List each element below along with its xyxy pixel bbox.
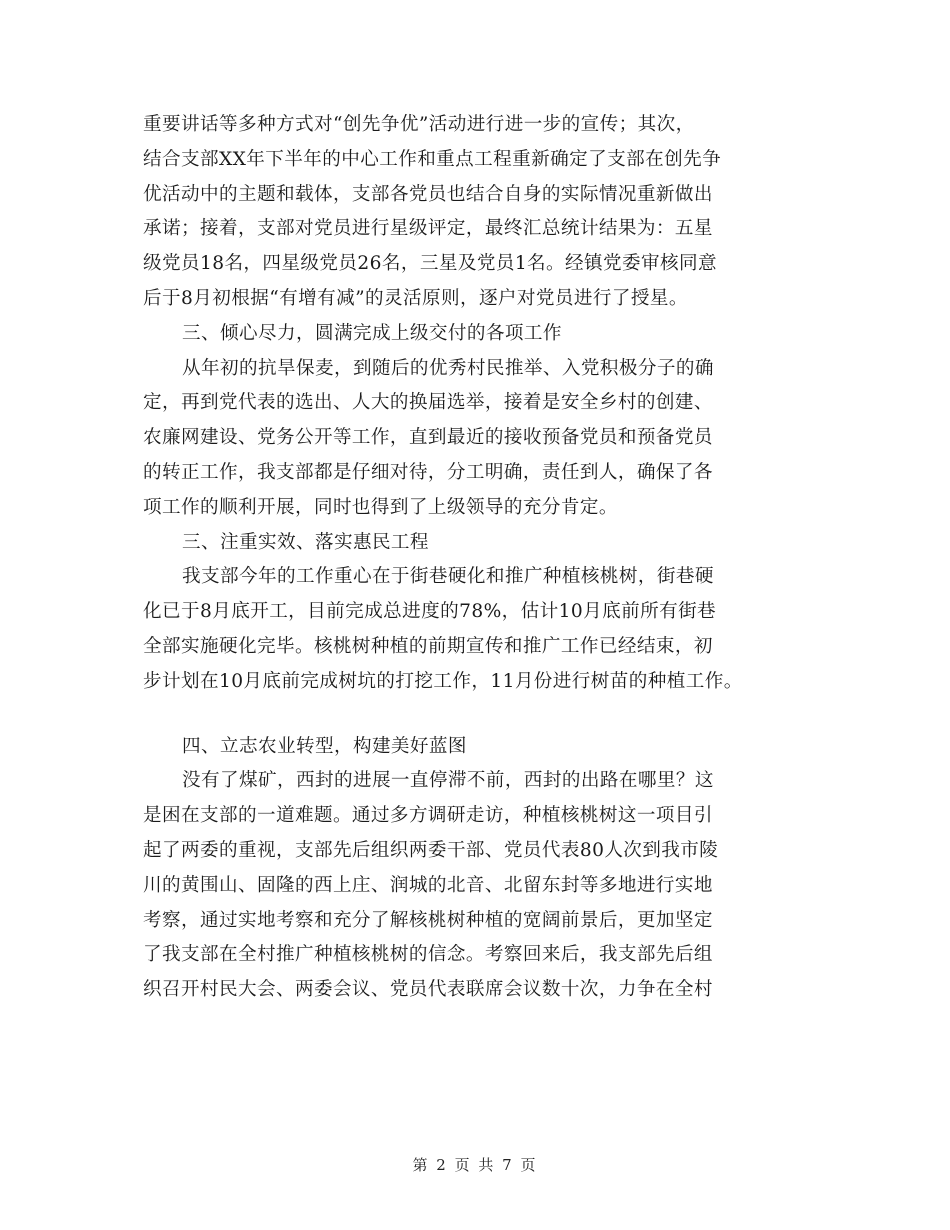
section-heading: 四、立志农业转型，构建美好蓝图 — [182, 735, 467, 757]
text-line: 重要讲话等多种方式对“创先争优”活动进行进一步的宣传；其次， — [143, 114, 695, 135]
text-line: 定，再到党代表的选出、人大的换届选举，接着是安全乡村的创建、 — [143, 392, 713, 414]
text-line: 织召开村民大会、两委会议、党员代表联席会议数十次，力争在全村 — [143, 979, 713, 1001]
text-line: 级党员18名，四星级党员26名，三星及党员1名。经镇党委审核同意 — [143, 253, 717, 275]
text-line: 化已于8月底开工，目前完成总进度的78%，估计10月底前所有街巷 — [143, 601, 717, 623]
text-line: 农廉网建设、党务公开等工作，直到最近的接收预备党员和预备党员 — [143, 427, 713, 449]
text-line: 优活动中的主题和载体，支部各党员也结合自身的实际情况重新做出 — [143, 183, 713, 205]
text-line: 后于8月初根据“有增有减”的灵活原则，逐户对党员进行了授星。 — [143, 287, 688, 309]
paragraph-gap — [143, 700, 823, 730]
paragraph-start-line: 没有了煤矿，西封的进展一直停滞不前，西封的出路在哪里？这 — [182, 770, 714, 792]
text-line: 考察，通过实地考察和充分了解核桃树种植的宽阔前景后，更加坚定 — [143, 909, 713, 931]
section-heading: 三、倾心尽力，圆满完成上级交付的各项工作 — [182, 322, 562, 344]
text-line: 是困在支部的一道难题。通过多方调研走访，种植核桃树这一项目引 — [143, 805, 713, 827]
text-line: 步计划在10月底前完成树坑的打挖工作，11月份进行树苗的种植工作。 — [143, 670, 743, 692]
document-body — [143, 108, 823, 1008]
text-line: 承诺；接着，支部对党员进行星级评定，最终汇总统计结果为：五星 — [143, 218, 713, 240]
paragraph-start-line: 我支部今年的工作重心在于街巷硬化和推广种植核桃树，街巷硬 — [182, 566, 714, 588]
paragraph-start-line: 从年初的抗旱保麦，到随后的优秀村民推举、入党积极分子的确 — [182, 357, 714, 379]
text-line: 的转正工作，我支部都是仔细对待，分工明确，责任到人，确保了各 — [143, 461, 713, 483]
text-line: 结合支部XX年下半年的中心工作和重点工程重新确定了支部在创先争 — [143, 148, 722, 170]
text-line: 项工作的顺利开展，同时也得到了上级领导的充分肯定。 — [143, 496, 618, 518]
text-line: 全部实施硬化完毕。核桃树种植的前期宣传和推广工作已经结束，初 — [143, 635, 713, 657]
page-number-footer: 第 2 页 共 7 页 — [412, 1156, 538, 1174]
section-heading: 三、注重实效、落实惠民工程 — [182, 531, 429, 553]
text-line: 起了两委的重视，支部先后组织两委干部、党员代表80人次到我市陵 — [143, 839, 719, 861]
text-line: 了我支部在全村推广种植核桃树的信念。考察回来后，我支部先后组 — [143, 944, 713, 966]
text-line: 川的黄围山、固隆的西上庄、润城的北音、北留东封等多地进行实地 — [143, 874, 713, 896]
